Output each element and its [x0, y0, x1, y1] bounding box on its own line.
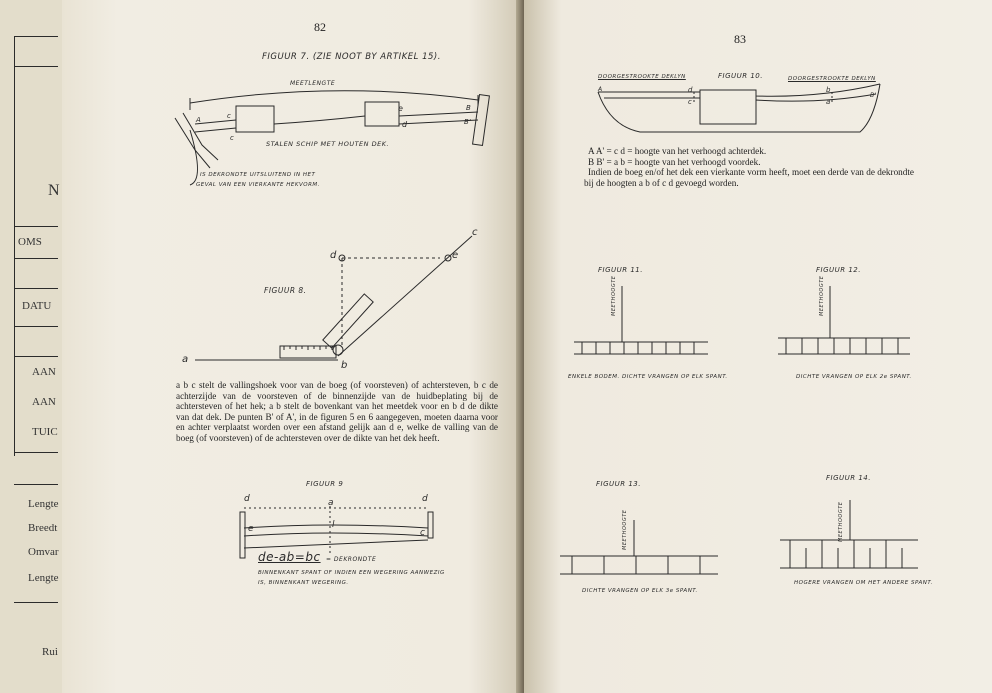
fig14-frames [790, 540, 902, 568]
fig14-vertical-label: MEETHOOGTE [838, 501, 844, 542]
page-number-right: 83 [734, 32, 746, 46]
fig10-right-label: DOORGESTROOKTE DEKLYN [788, 76, 876, 82]
fig8-label-a: a [182, 354, 189, 365]
fig8-label-c: c [472, 227, 478, 238]
fig7-label-c2: c [230, 134, 235, 142]
fig14-caption: HOGERE VRANGEN OM HET ANDERE SPANT. [794, 580, 933, 586]
fig7-caption: STALEN SCHIP MET HOUTEN DEK. [266, 140, 390, 148]
form-label: TUIC [32, 426, 58, 438]
right-paragraph: Indien de boeg en/of het dek een vierkante vorm heeft, moet een derde van de dekrondte bij de hoogten a b of c d gevoegd worden. [584, 167, 914, 188]
form-label: AAN [32, 366, 56, 378]
fig12-title: FIGUUR 12. [816, 266, 861, 274]
fig9-label-l: l [332, 520, 336, 530]
fig8-label-d: d [330, 250, 337, 261]
form-label: Rui [42, 646, 58, 658]
fig10-label-bp: B' [870, 92, 877, 99]
fig13-caption: DICHTE VRANGEN OP ELK 3e SPANT. [582, 588, 698, 594]
fig13-title: FIGUUR 13. [596, 480, 641, 488]
fig9-label-d2: d [422, 494, 429, 504]
fig12-caption: DICHTE VRANGEN OP ELK 2e SPANT. [796, 374, 912, 380]
fig10-left-label: DOORGESTROOKTE DEKLYN [598, 74, 686, 80]
fig7-meetlengte: MEETLENGTE [290, 80, 336, 87]
fig11-caption: ENKELE BODEM. DICHTE VRANGEN OP ELK SPANT. [568, 374, 728, 380]
fig10-title: FIGUUR 10. [718, 72, 763, 80]
fig8-label-e: e [452, 250, 459, 261]
fig7-title: FIGUUR 7. (ZIE NOOT BY ARTIKEL 15). [262, 52, 441, 62]
fig9-note-line1: BINNENKANT SPANT OF INDIEN EEN WEGERING AANWEZIG [258, 570, 445, 576]
fig14-title: FIGUUR 14. [826, 474, 871, 482]
fig7-label-a: A [196, 116, 202, 124]
form-big-letter: N [48, 182, 60, 199]
form-label: DATU [22, 300, 52, 312]
fig9-label-e: e [248, 524, 255, 534]
fig10-label-a2: a [826, 98, 831, 106]
fig7-note-line2: GEVAL VAN EEN VIERKANTE HEKVORM. [196, 182, 320, 188]
fig7-label-c: c [227, 112, 232, 120]
fig9-formula-suffix: = DEKRONDTE [326, 556, 377, 563]
fig7-note-line1: IS DEKRONDTE UITSLUITEND IN HET [200, 172, 316, 178]
form-label: Omvar [28, 546, 59, 558]
fig11-vertical-label: MEETHOOGTE [611, 275, 617, 316]
form-label: Lengte [28, 572, 59, 584]
fig8-title: FIGUUR 8. [264, 286, 307, 295]
form-label: AAN [32, 396, 56, 408]
fig9-label-c: c [420, 528, 426, 538]
page-number-left: 82 [314, 20, 326, 34]
form-label: Lengte [28, 498, 59, 510]
fig9-formula: de-ab=bc [258, 550, 321, 564]
fig10-label-c: c [688, 98, 693, 106]
fig9-title: FIGUUR 9 [306, 480, 344, 488]
form-label: Breedt [28, 522, 58, 534]
fig11-title: FIGUUR 11. [598, 266, 643, 274]
fig7-label-e: e [398, 104, 404, 113]
definition-bb: B B' = a b = hoogte van het verhoogd voordek. [588, 156, 761, 167]
definition-aa: A A' = c d = hoogte van het verhoogd achterdek. [588, 146, 767, 156]
fig7-label-b: B [466, 104, 472, 112]
fig12-vertical-label: MEETHOOGTE [819, 275, 825, 316]
fig7-label-d: d [402, 120, 408, 129]
form-label: OMS [18, 236, 42, 248]
fig13-vertical-label: MEETHOOGTE [622, 509, 628, 550]
fig10-label-d: d [688, 86, 693, 94]
fig8-label-b: b [341, 360, 348, 371]
fig10-label-a: A [598, 86, 603, 93]
fig9-label-a: a [328, 498, 335, 508]
fig9-note-line2: IS, BINNENKANT WEGERING. [258, 580, 349, 586]
left-paragraph-text: a b c stelt de vallingshoek voor van de boeg (of voorsteven) of achtersteven, b c de achterzijde van de voorsteven of de binnenzijde van de huidbeplating bij de achtersteven of het hek; a b stelt de bovenkant van het meetdek voor en b d de dikte van dat dek. De punten B' of A', in de figuren 5 en 6 aangegeven, moeten daarna voor en achter verplaatst worden over een afstand gelijk aan d e, welke de valling van de boeg (of voorsteven) of de achtersteven over de dikte van het dek heeft. [176, 380, 498, 443]
fig10-label-b: b [826, 86, 831, 94]
fig7-label-bp: B' [464, 118, 472, 126]
fig9-label-d1: d [244, 494, 251, 504]
